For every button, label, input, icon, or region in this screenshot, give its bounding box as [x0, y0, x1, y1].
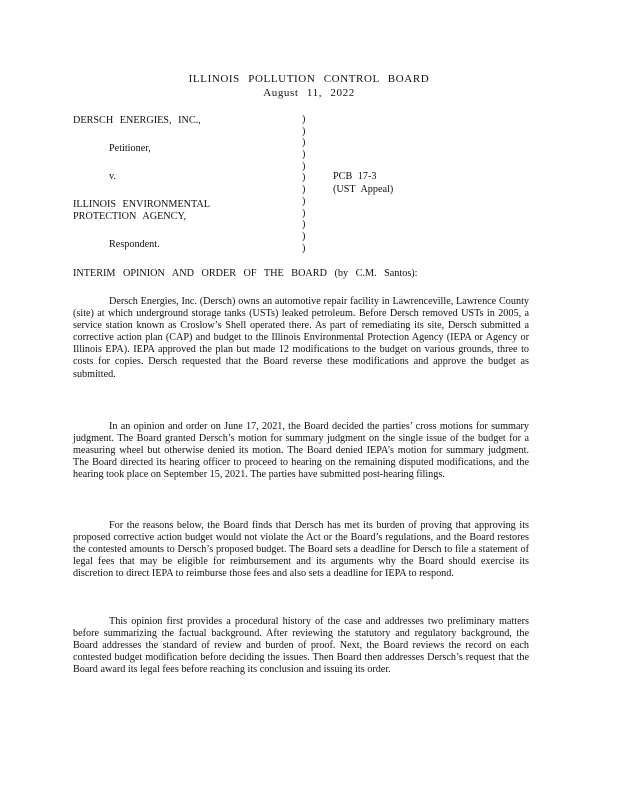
caption-paren: ) — [302, 230, 306, 242]
caption-paren: ) — [302, 125, 306, 137]
paragraph-findings: For the reasons below, the Board finds that Dersch has met its burden of proving that approving its proposed corrective action budget would not violate the Act or the Board’s regulations, and the Board restores the contested amounts to Dersch’s proposed budget. The Board sets a deadline for Dersch to file a statement of legal fees that may be eligible for reimbursement and its arguments why the Board should exercise its discretion to direct IEPA to reimburse those fees and also sets a deadline for IEPA to respond. — [73, 520, 529, 580]
respondent-name-line1: ILLINOIS ENVIRONMENTAL — [73, 199, 211, 210]
agency-heading: ILLINOIS POLLUTION CONTROL BOARD — [188, 73, 430, 85]
petitioner-name: DERSCH ENERGIES, INC., — [73, 115, 201, 126]
paragraph-outline: This opinion first provides a procedural history of the case and addresses two preliminary matters before summarizing the factual background. After reviewing the statutory and regulatory background, the Board addresses the standard of review and burden of proof. Next, the Board reviews the record on each contested budget modification before deciding the issues. Then Board then addresses Dersch’s request that the Board award its legal fees before reaching its conclusion and issuing its order. — [73, 616, 529, 676]
respondent-name-line2: PROTECTION AGENCY, — [73, 211, 187, 222]
caption-paren: ) — [302, 184, 306, 196]
caption-paren: ) — [302, 114, 306, 125]
caption-paren-column — [302, 114, 305, 254]
paragraph-intro: Dersch Energies, Inc. (Dersch) owns an automotive repair facility in Lawrenceville, Lawrence County (site) at which underground storage tanks (USTs) leaked petroleum. Before Dersch removed USTs in 2005, a service station known as Croslow’s Shell operated there. As part of remediating its site, Dersch submitted a corrective action plan (CAP) and budget to the Illinois Environmental Protection Agency (IEPA or Agency or Illinois EPA). IEPA approved the plan but made 12 modifications to the budget on various grounds, three to costs for copies. Dersch requested that the Board reverse these modifications and approve the budget as submitted. — [73, 296, 529, 380]
caption-paren: ) — [302, 219, 306, 231]
caption-paren: ) — [302, 137, 306, 149]
document-date: August 11, 2022 — [263, 87, 355, 99]
paragraph-procedural: In an opinion and order on June 17, 2021, the Board decided the parties’ cross motions for summary judgment. The Board granted Dersch’s motion for summary judgment on the single issue of the budget for a measuring wheel but otherwise denied its motion. The Board denied IEPA’s motion for summary judgment. The Board directed its hearing officer to proceed to hearing on the remaining disputed modifications, and the hearing took place on September 15, 2021. The parties have submitted post-hearing filings. — [73, 421, 529, 481]
caption-paren: ) — [302, 160, 306, 172]
order-heading: INTERIM OPINION AND ORDER OF THE BOARD (by C.M. Santos): — [73, 268, 418, 279]
caption-paren: ) — [302, 207, 306, 219]
versus-label: v. — [109, 171, 116, 182]
caption-paren: ) — [302, 195, 306, 207]
caption-paren: ) — [302, 149, 306, 161]
case-type: (UST Appeal) — [333, 184, 394, 195]
petitioner-role: Petitioner, — [109, 143, 151, 154]
caption-paren: ) — [302, 172, 306, 184]
respondent-role: Respondent. — [109, 239, 160, 250]
caption-paren: ) — [302, 242, 306, 254]
case-number: PCB 17-3 — [333, 171, 377, 182]
